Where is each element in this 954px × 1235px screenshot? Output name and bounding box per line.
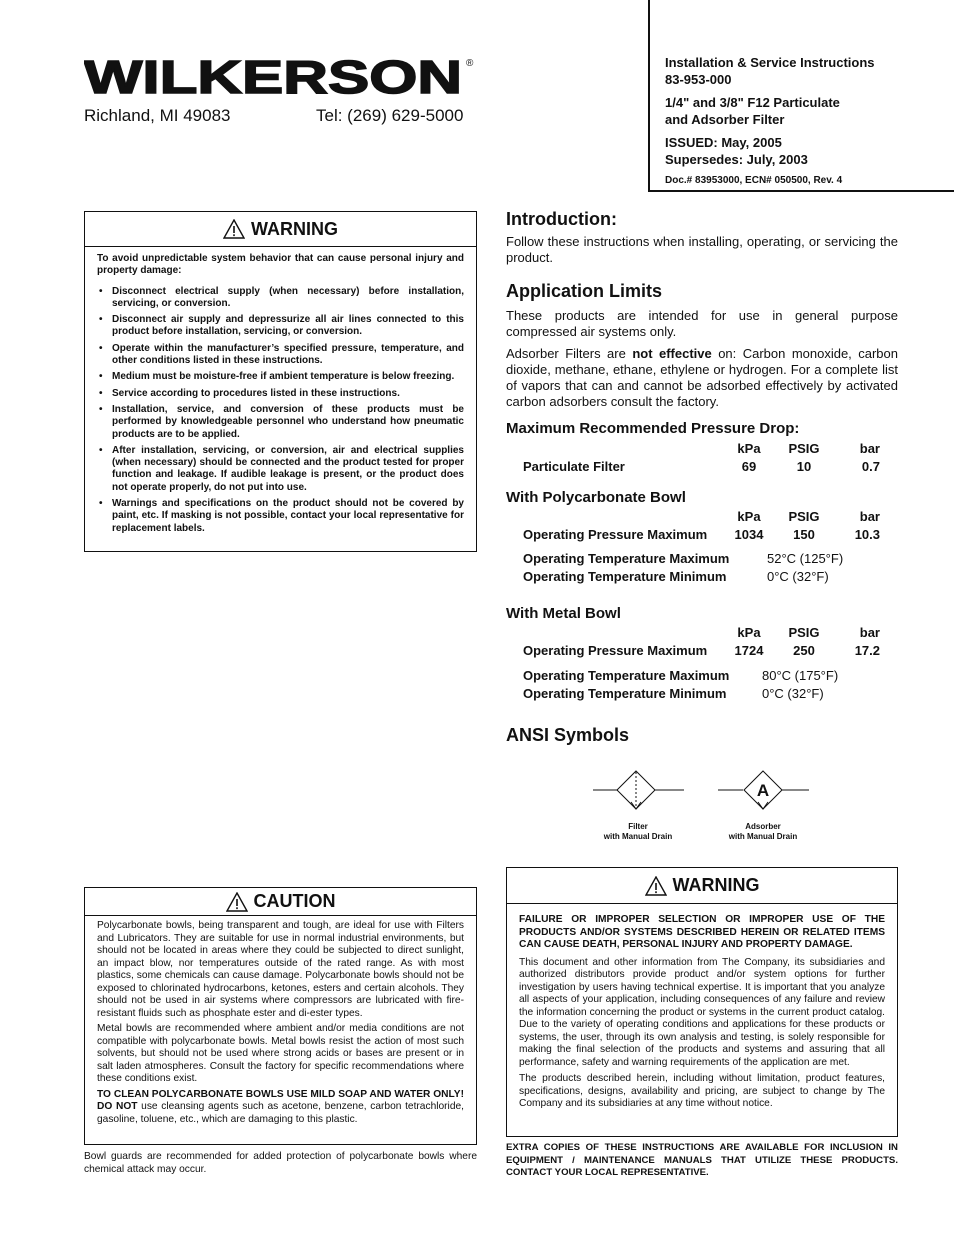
warning-item: • Disconnect air supply and depressurize all air lines connected to this product before installation, servicing, or conversion. — [97, 314, 464, 339]
metal-units-row — [506, 625, 898, 643]
metal-temp-max-row — [506, 668, 898, 686]
introduction-heading: Introduction: — [506, 209, 617, 229]
value-psig: 150 — [793, 527, 815, 542]
warning-item: • Installation, service, and conversion of these products must be performed by knowledgeable personnel who understand how pneumatic products are to be applied. — [97, 404, 464, 441]
value-bar: 17.2 — [854, 643, 880, 658]
unit-kpa: kPa — [737, 441, 761, 456]
caution-box — [84, 887, 477, 1145]
unit-bar: bar — [859, 441, 880, 456]
warning-item: • Service according to procedures listed in these instructions. — [97, 388, 464, 400]
warning-caps-statement: FAILURE OR IMPROPER SELECTION OR IMPROPER USE OF THE PRODUCTS AND/OR SYSTEMS DESCRIBED HEREIN OR RELATED ITEMS CAN CAUSE DEATH, PERSONAL INJURY AND PROPERTY DAMAGE. — [519, 914, 885, 950]
warning-right-paragraph-2: The products described herein, including without limitation, product features, specifications, designs, availability and pricing, are subject to change by The Company and its subsidiaries at any time without notice. — [519, 1073, 885, 1109]
right-column — [506, 208, 898, 746]
warning-title: WARNING — [251, 218, 338, 239]
unit-psig: PSIG — [788, 441, 820, 456]
caution-clean-rest: use cleansing agents such as acetone, benzene, carbon tetrachloride, gasoline, toluene, etc., which are damaging to this plastic. — [97, 1101, 464, 1125]
metal-temp-max-label: Operating Temperature Maximum — [523, 668, 730, 683]
poly-temp-min-value: 0°C (32°F) — [767, 569, 829, 584]
value-kpa: 1034 — [734, 527, 764, 542]
adsorber-label-line1: Adsorber — [745, 822, 781, 831]
supersedes-date: Supersedes: July, 2003 — [665, 152, 808, 167]
metal-pressure-label: Operating Pressure Maximum — [523, 643, 708, 658]
warning-list — [97, 286, 464, 535]
warning-item: • Medium must be moisture-free if ambient temperature is below freezing. — [97, 371, 464, 383]
poly-units-row — [506, 509, 898, 527]
poly-pressure-row — [506, 527, 898, 545]
value-bar: 0.7 — [861, 459, 880, 474]
metal-temp-min-label: Operating Temperature Minimum — [523, 686, 727, 701]
poly-temp-min-row — [506, 569, 898, 587]
logo-text: WILKERSON — [84, 56, 462, 96]
ansi-symbols — [590, 768, 820, 848]
poly-temp-max-label: Operating Temperature Maximum — [523, 551, 730, 566]
product-line-2: and Adsorber Filter — [665, 112, 785, 127]
warning-intro: To avoid unpredictable system behavior that can cause personal injury and property damage: — [97, 253, 464, 277]
caution-paragraph-2: Metal bowls are recommended where ambient and/or media conditions are not compatible with polycarbonate bowls. Metal bowls resist the action of most such solvents, but should not be used where strong acids or bases are present or in salt laden atmospheres. Consult the factory for specific recommendations where these conditions exist. — [97, 1023, 464, 1084]
warning-item: • Disconnect electrical supply (when necessary) before installation, servicing, or conversion. — [97, 286, 464, 311]
doc-number: 83-953-000 — [665, 72, 732, 87]
metal-temp-min-row — [506, 686, 898, 704]
filter-label-line1: Filter — [628, 822, 648, 831]
address-tel: Tel: (269) 629-5000 — [316, 106, 464, 125]
value-kpa: 1724 — [734, 643, 764, 658]
metal-pressure-row — [506, 643, 898, 661]
particulate-filter-label: Particulate Filter — [523, 459, 625, 474]
value-psig: 250 — [793, 643, 815, 658]
issued-date: ISSUED: May, 2005 — [665, 135, 782, 150]
limits-paragraph-2 — [506, 346, 898, 410]
pressure-drop-values-row — [506, 459, 898, 477]
extra-copies-note: EXTRA COPIES OF THESE INSTRUCTIONS ARE AVAILABLE FOR INCLUSION IN EQUIPMENT / MAINTENANCE MANUALS THAT UTILIZE THESE PRODUCTS. CONTACT YOUR LOCAL REPRESENTATIVE. — [506, 1142, 898, 1178]
pressure-drop-heading: Maximum Recommended Pressure Drop: — [506, 420, 800, 437]
caution-paragraph-1: Polycarbonate bowls, being transparent and tough, are ideal for use with Filters and Lubricators. They are suitable for use in normal industrial environments, but should not be located in areas where they could be subjected to direct sunlight, an impact blow, nor temperatures outside of the rated range. As with most plastics, some chemicals can cause damage. Polycarbonate bowls should not be exposed to chlorinated hydrocarbons, ketones, esters and certain alcohols. They should not be used in air systems where compressors are lubricated with fire-resistant fluids such as phosphate ester and di-ester types. — [97, 920, 464, 1019]
filter-label-line2: with Manual Drain — [603, 832, 673, 841]
poly-bowl-heading: With Polycarbonate Bowl — [506, 489, 686, 506]
doc-reference: Doc.# 83953000, ECN# 050500, Rev. 4 — [665, 175, 843, 186]
application-limits-heading: Application Limits — [506, 281, 663, 301]
warning-header — [85, 212, 476, 247]
caution-header — [85, 888, 476, 916]
caution-paragraph-3 — [97, 1089, 464, 1127]
warning-item: • After installation, servicing, or conversion, air and electrical supplies (when necessary) should be connected and the product tested for proper function and leakage. If audible leakage is present, or the product does not operate properly, do not put into use. — [97, 445, 464, 494]
product-line-1: 1/4" and 3/8" F12 Particulate — [665, 95, 840, 110]
value-bar: 10.3 — [854, 527, 880, 542]
pressure-drop-units-row — [506, 441, 898, 459]
unit-bar: bar — [859, 625, 880, 640]
filter-symbol-label — [590, 822, 686, 842]
caution-clean-bold: TO CLEAN POLYCARBONATE BOWLS USE MILD SOAP AND WATER ONLY! DO NOT — [97, 1088, 464, 1112]
warning-item: • Warnings and specifications on the product should not be covered by paint, etc. If masking is not possible, contact your local representative for replacement labels. — [97, 498, 464, 535]
document-info-box — [648, 0, 954, 192]
unit-psig: PSIG — [788, 509, 820, 524]
ansi-symbols-heading: ANSI Symbols — [506, 725, 630, 745]
metal-temp-max-value: 80°C (175°F) — [762, 668, 839, 683]
limits-p2-end: on: Carbon monoxide, carbon dioxide, methane, ethane, ethylene or hydrogen. For a complete list of vapors that can and cannot be adsorbed effectively by activated carbon adsorbers consult the factory. — [506, 346, 899, 409]
warning-box-right — [506, 867, 898, 1137]
poly-temp-max-value: 52°C (125°F) — [767, 551, 844, 566]
introduction-text: Follow these instructions when installing, operating, or servicing the product. — [506, 234, 898, 265]
ansi-symbol-graphics — [590, 768, 820, 818]
limits-paragraph-1: These products are intended for use in general purpose compressed air systems only. — [506, 308, 898, 339]
unit-kpa: kPa — [737, 509, 761, 524]
adsorber-symbol-icon — [718, 771, 809, 809]
doc-title: Installation & Service Instructions — [665, 55, 875, 70]
warning-title-right: WARNING — [672, 875, 760, 895]
limits-not-effective: not effective — [632, 346, 712, 361]
poly-temp-min-label: Operating Temperature Minimum — [523, 569, 727, 584]
poly-temp-max-row — [506, 551, 898, 569]
warning-box-left — [84, 211, 477, 552]
adsorber-label-line2: with Manual Drain — [728, 832, 798, 841]
warning-header-right — [507, 868, 897, 904]
metal-temp-min-value: 0°C (32°F) — [762, 686, 824, 701]
warning-triangle-icon — [223, 219, 245, 239]
value-psig: 10 — [796, 459, 812, 474]
adsorber-symbol-label — [715, 822, 811, 842]
limits-p2-start: Adsorber Filters are — [506, 346, 633, 361]
bowl-guard-note: Bowl guards are recommended for added protection of polycarbonate bowls where chemical attack may occur. — [84, 1151, 477, 1175]
caution-triangle-icon — [226, 892, 248, 912]
warning-triangle-icon — [645, 876, 667, 896]
filter-symbol-icon — [593, 771, 684, 809]
address-city: Richland, MI 49083 — [84, 106, 231, 125]
unit-kpa: kPa — [737, 625, 761, 640]
unit-psig: PSIG — [788, 625, 820, 640]
poly-pressure-label: Operating Pressure Maximum — [523, 527, 708, 542]
metal-bowl-heading: With Metal Bowl — [506, 605, 621, 622]
logo-graphic — [84, 56, 476, 96]
caution-title: CAUTION — [253, 891, 336, 911]
wilkerson-logo — [84, 56, 476, 96]
registered-mark: ® — [466, 58, 474, 69]
unit-bar: bar — [859, 509, 880, 524]
adsorber-letter: A — [756, 781, 770, 800]
warning-item: • Operate within the manufacturer’s specified pressure, temperature, and other conditions listed in these instructions. — [97, 343, 464, 368]
value-kpa: 69 — [741, 459, 757, 474]
warning-right-paragraph-1: This document and other information from The Company, its subsidiaries and authorized distributors provide product and/or system options for further investigation by users having technical expertise. It is important that you analyze all aspects of your application, including consequences of any failure and review the information concerning the product or systems in the current product catalog. Due to the variety of operating conditions and applications for these products or systems, the user, through its own analysis and testing, is solely responsible for making the final selection of the products and systems and assuring that all performance, safety and warning requirements of the application are met. — [519, 956, 885, 1068]
